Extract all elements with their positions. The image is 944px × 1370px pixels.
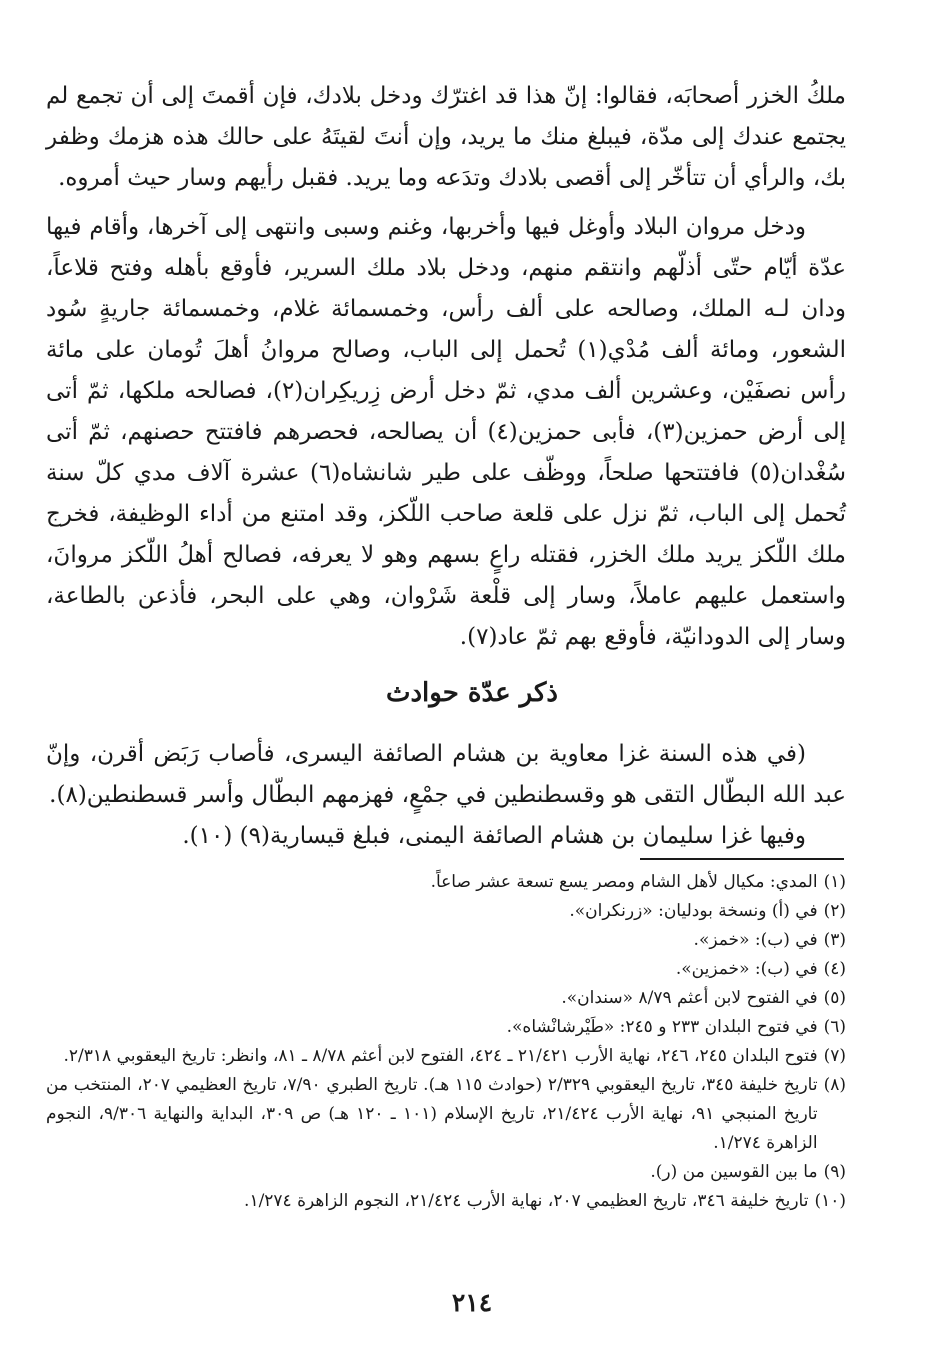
paragraph: وفيها غزا سليمان بن هشام الصائفة اليمنى، فبلغ قيسارية(٩) (١٠). <box>182 823 806 849</box>
footnote-number: (٩) <box>823 1162 846 1182</box>
section-heading: ذكر عدّة حوادث <box>386 678 558 708</box>
footnote-text: في (ب): «خمز». <box>693 930 818 950</box>
footnote <box>46 926 846 955</box>
paragraph: (في هذه السنة غزا معاوية بن هشام الصائفة اليسرى، فأصاب رَبَض أقرن، وإنّ عبد الله البطّال التقى هو وقسطنطين في جمْعٍ، فهزمهم البطّال وأسر قسطنطين(٨). <box>46 741 846 808</box>
footnote-number: (١) <box>823 872 846 892</box>
footnote-text: تاريخ خليفة ٣٤٥، تاريخ اليعقوبي ٢/٣٢٩ (حوادث ١١٥ هـ). تاريخ الطبري ٧/٩٠، تاريخ العظيمي ٢٠٧، المنتخب من تاريخ المنبجي ٩١، نهاية الأرب ٢١/٤٢٤، تاريخ الإسلام (١٠١ ـ ١٢٠ هـ) ص ٣٠٩، البداية والنهاية ٩/٣٠٦، النجوم الزاهرة ١/٢٧٤. <box>46 1075 818 1153</box>
footnote-text: ما بين القوسين من (ر). <box>650 1162 818 1182</box>
footnote-text: في (ب): «خمزين». <box>675 959 818 979</box>
footnote <box>46 897 846 926</box>
main-text <box>46 76 846 658</box>
footnote-number: (١٠) <box>814 1191 846 1211</box>
footnote-number: (٣) <box>823 930 846 950</box>
paragraph: ودخل مروان البلاد وأوغل فيها وأخربها، وغنم وسبى وانتهى إلى آخرها، وأقام فيها عدّة أيّام حتّى أذلّهم وانتقم منهم، ودخل بلاد ملك السرير، فأوقع بأهله وفتح قلاعاً، ودان لـه الملك، وصالحه على ألف رأس، وخمسمائة غلام، وخمسمائة جاريةٍ سُود الشعور، ومائة ألف مُدْي(١) تُحمل إلى الباب، وصالح مروانُ أهلَ تُومان على مائة رأس نصفَيْن، وعشرين ألف مدي، ثمّ دخل أرض زِريكِران(٢)، فصالحه ملكها، ثمّ أتى إلى أرض حمزين(٣)، فأبى حمزين(٤) أن يصالحه، فحصرهم فافتتح حصنهم، ثمّ أتى سُغْدان(٥) فافتتحها صلحاً، ووظّف على طير شانشاه(٦) عشرة آلاف مدي كلّ سنة تُحمل إلى الباب، ثمّ نزل على قلعة صاحب اللّكز، وقد امتنع من أداء الوظيفة، فخرج ملك اللّكز يريد ملك الخزر، فقتله راعٍ بسهم وهو لا يعرفه، فصالح أهلُ اللّكز مروانَ، واستعمل عليهم عاملاً، وسار إلى قلْعة شَرْوان، وهي على البحر، فأذعن بالطاعة، وسار إلى الدودانيّة، فأوقع بهم ثمّ عاد(٧). <box>46 214 846 650</box>
footnote <box>46 1042 846 1071</box>
paragraph: ملكُ الخزر أصحابَه، فقالوا: إنّ هذا قد اغترّك ودخل بلادك، فإن أقمتَ إلى أن تجمع لم يجتمع عندك إلى مدّة، فيبلغ منك ما يريد، وإن أنتَ لقيتَهُ على حالك هذه هزمك وظفر بك، والرأي أن تتأخّر إلى أقصى بلادك وتدَعه وما يريد. فقبل رأيهم وسار حيث أمروه. <box>46 83 846 191</box>
footnote-number: (٤) <box>823 959 846 979</box>
footnote-number: (٥) <box>823 988 846 1008</box>
section-text <box>46 734 846 857</box>
footnote <box>46 984 846 1013</box>
footnote-text: في فتوح البلدان ٢٣٣ و ٢٤٥: «طَيْرشانْشاه». <box>506 1017 818 1037</box>
footnote-number: (٢) <box>823 901 846 921</box>
footnote-text: فتوح البلدان ٢٤٥، ٢٤٦، نهاية الأرب ٢١/٤٢١ ـ ٤٢٤، الفتوح لابن أعثم ٨/٧٨ ـ ٨١، وانظر: تاريخ اليعقوبي ٢/٣١٨. <box>63 1046 818 1066</box>
footnote <box>46 868 846 897</box>
footnote <box>46 955 846 984</box>
footnote <box>46 1187 846 1216</box>
footnote-text: في الفتوح لابن أعثم ٨/٧٩ «سندان». <box>561 988 818 1008</box>
footnote-text: المدي: مكيال لأهل الشام ومصر يسع تسعة عشر صاعاً. <box>430 872 818 892</box>
footnotes <box>46 868 846 1216</box>
footnote-number: (٧) <box>823 1046 846 1066</box>
footnote-number: (٦) <box>823 1017 846 1037</box>
footnote <box>46 1158 846 1187</box>
footnote-text: في (أ) ونسخة بودليان: «زرنكران». <box>569 901 818 921</box>
page-number: ٢١٤ <box>451 1288 493 1317</box>
footnote <box>46 1013 846 1042</box>
footnote-separator <box>640 858 844 860</box>
footnote-text: تاريخ خليفة ٣٤٦، تاريخ العظيمي ٢٠٧، نهاية الأرب ٢١/٤٢٤، النجوم الزاهرة ١/٢٧٤. <box>244 1191 809 1211</box>
footnote-number: (٨) <box>823 1075 846 1095</box>
footnote <box>46 1071 846 1158</box>
